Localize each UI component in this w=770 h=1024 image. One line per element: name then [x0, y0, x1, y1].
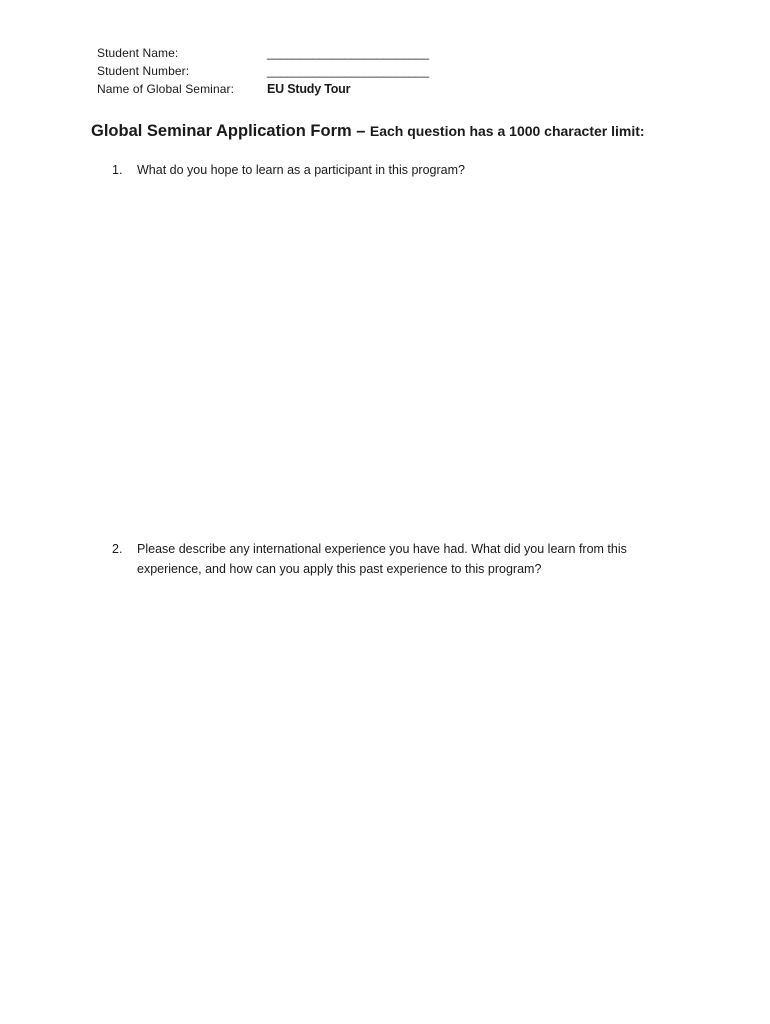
- seminar-name-row: [97, 82, 517, 100]
- question-2-number: 2.: [112, 542, 123, 556]
- student-name-label: Student Name:: [97, 46, 179, 60]
- seminar-name-label: Name of Global Seminar:: [97, 82, 235, 96]
- seminar-name-value: EU Study Tour: [267, 82, 351, 96]
- student-number-label: Student Number:: [97, 64, 190, 78]
- student-number-row: [97, 64, 517, 82]
- question-2: [112, 539, 692, 579]
- question-1: [112, 160, 692, 180]
- form-title-main: Global Seminar Application Form –: [91, 122, 366, 140]
- question-1-number: 1.: [112, 163, 123, 177]
- student-name-row: [97, 46, 517, 64]
- student-name-field[interactable]: _________________________: [267, 46, 429, 60]
- form-title-subtitle: Each question has a 1000 character limit:: [369, 123, 645, 139]
- question-2-text: Please describe any international experience you have had. What did you learn from this experience, and how can you apply this past experience to this program?: [137, 542, 627, 576]
- question-1-text: What do you hope to learn as a participant in this program?: [137, 163, 465, 177]
- student-info-block: [97, 46, 517, 100]
- form-title: [91, 122, 645, 141]
- student-number-field[interactable]: _________________________: [267, 64, 429, 78]
